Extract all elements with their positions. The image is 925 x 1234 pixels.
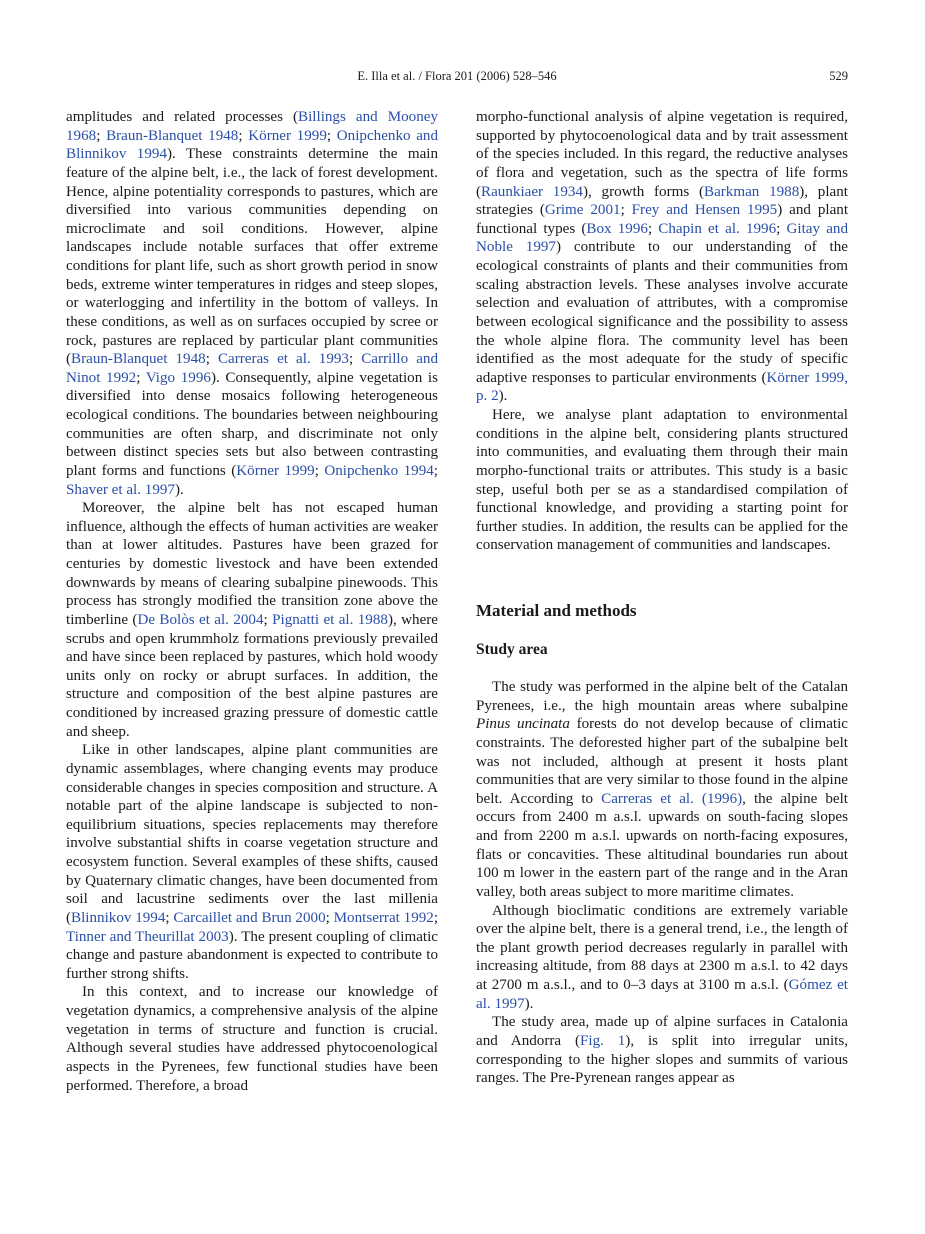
citation-link[interactable]: De Bolòs et al. 2004	[137, 611, 264, 628]
paragraph: In this context, and to increase our knowledge of vegetation dynamics, a comprehensive analysis of the alpine vegetation in terms of structure and function is crucial. Although several studies have addressed phytocoenological aspects in the Pyrenees, few functional studies have been performed. Therefore, a broad	[66, 984, 438, 1094]
citation-link[interactable]: Carreras et al. (1996)	[601, 790, 743, 807]
citation-link[interactable]: Grime 2001	[544, 202, 621, 219]
citation-link[interactable]: Braun-Blanquet 1948	[71, 351, 206, 368]
citation-link[interactable]: Gómez et al. 1997	[476, 977, 848, 1012]
figure-link[interactable]: Fig. 1	[579, 1032, 626, 1049]
citation-link[interactable]: Raunkiaer 1934	[481, 183, 583, 200]
right-column	[476, 108, 848, 1088]
citation-link[interactable]: Onipchenko and Blinnikov 1994	[66, 127, 439, 163]
citation-link[interactable]: Box 1996	[586, 220, 648, 237]
citation-link[interactable]: Onipchenko 1994	[324, 462, 434, 479]
paragraph: Here, we analyse plant adaptation to environmental conditions in the alpine belt, considering plants structured into communities, and evaluating them through their main morpho-functional traits or attributes. This study is a basic step, useful both per se as a standardised compilation of functional knowledge, and providing a starting point for further studies. In addition, the results can be applied for the conservation management of communities and landscapes.	[476, 407, 848, 554]
running-title: E. Illa et al. / Flora 201 (2006) 528–546	[357, 69, 557, 83]
citation-link[interactable]: Pignatti et al. 1988	[272, 611, 388, 628]
paragraph: The study area, made up of alpine surfaces in Catalonia and Andorra (Fig. 1), is split into irregular units, corresponding to the higher slopes and summits of various ranges. The Pre-Pyrenean ranges appear as	[476, 1014, 848, 1087]
subsection-heading: Study area	[476, 641, 548, 658]
section-heading: Material and methods	[476, 601, 637, 620]
citation-link[interactable]: Vigo 1996	[145, 369, 211, 386]
citation-link[interactable]: Chapin et al. 1996	[658, 220, 777, 237]
left-column	[66, 108, 438, 1095]
citation-link[interactable]: Blinnikov 1994	[71, 909, 166, 926]
running-header	[66, 69, 848, 89]
section-spacer	[476, 660, 848, 678]
citation-link[interactable]: Körner 1999, p. 2	[476, 369, 848, 405]
citation-link[interactable]: Gitay and Noble 1997	[476, 220, 848, 256]
section-spacer	[476, 621, 848, 640]
citation-link[interactable]: Shaver et al. 1997	[66, 481, 175, 498]
citation-link[interactable]: Tinner and Theurillat 2003	[66, 928, 229, 945]
citation-link[interactable]: Körner 1999	[236, 462, 315, 479]
citation-link[interactable]: Montserrat 1992	[333, 909, 434, 926]
citation-link[interactable]: Frey and Hensen 1995	[631, 202, 778, 219]
citation-link[interactable]: Braun-Blanquet 1948	[106, 127, 239, 144]
paragraph: Moreover, the alpine belt has not escaped human influence, although the effects of human activities are weaker than at lower altitudes. Pastures have been grazed for centuries by domestic livestock and have been extended downwards by means of clearing subalpine pinewoods. This process has strongly modified the transition zone above the timberline (De Bolòs et al. 2004; Pignatti et al. 1988), where scrubs and open krummholz formations previously prevailed and have since been replaced by pastures, which hold woody units only on rocky or abrupt surfaces. In addition, the structure and composition of the best alpine pastures are conditioned by increased grazing pressure of domestic cattle and sheep.	[66, 500, 439, 740]
section-spacer	[476, 555, 848, 601]
citation-link[interactable]: Barkman 1988	[704, 183, 800, 200]
citation-link[interactable]: Körner 1999	[248, 127, 327, 144]
paragraph: The study was performed in the alpine belt of the Catalan Pyrenees, i.e., the high mountain areas where subalpine Pinus uncinata forests do not develop because of climatic constraints. The deforested higher part of the subalpine belt was not included, although at present it hosts plant communities that are very similar to those found in the alpine belt. According to Carreras et al. (1996), the alpine belt occurs from 2400 m a.s.l. upwards on south-facing slopes and from 2200 m a.s.l. upwards on north-facing exposures, flats or concavities. These altitudinal boundaries run about 100 m lower in the eastern part of the range and in the Aran valley, both areas subject to more maritime climates.	[476, 679, 849, 900]
species-name: Pinus uncinata	[476, 716, 570, 733]
paragraph: amplitudes and related processes (Billings and Mooney 1968; Braun-Blanquet 1948; Körner 1999; Onipchenko and Blinnikov 1994). These constraints determine the main feature of the alpine belt, i.e., the lack of forest development. Hence, alpine potentiality corresponds to pastures, which are diversified into various communities depending on microclimate and soil conditions. However, alpine landscapes include notable surfaces that offer extreme conditions for plant life, such as short growth period in snow beds, extreme winter temperatures in ridges and steep slopes, or waterlogging and infertility in the bottom of valleys. In these conditions, as well as on surfaces occupied by scree or rock, pastures are replaced by particular plant communities (Braun-Blanquet 1948; Carreras et al. 1993; Carrillo and Ninot 1992; Vigo 1996). Consequently, alpine vegetation is diversified into dense mosaics following heterogeneous ecological conditions. The boundaries between neighbouring communities are often sharp, and discriminate not only between distinct species sets but also between contrasting plant forms and functions (Körner 1999; Onipchenko 1994; Shaver et al. 1997).	[66, 109, 439, 498]
citation-link[interactable]: Billings and Mooney 1968	[66, 109, 438, 144]
citation-link[interactable]: Carcaillet and Brun 2000	[173, 909, 326, 926]
page-number: 529	[829, 69, 848, 83]
paragraph: morpho-functional analysis of alpine vegetation is required, supported by phytocoenological data and by trait assessment of the species included. In this regard, the reductive analyses of flora and vegetation, such as the spectra of life forms (Raunkiaer 1934), growth forms (Barkman 1988), plant strategies (Grime 2001; Frey and Hensen 1995) and plant functional types (Box 1996; Chapin et al. 1996; Gitay and Noble 1997) contribute to our understanding of the ecological constraints of plants and their communities from scaling abstraction levels. These analyses involve accurate selection and evaluation of attributes, with a compromise between ecological significance and the possibility to assess the whole alpine flora. The community level has been identified as the most adequate for the study of specific adaptive responses to particular environments (Körner 1999, p. 2).	[476, 109, 849, 405]
citation-link[interactable]: Carrillo and Ninot 1992	[66, 351, 439, 386]
paragraph: Like in other landscapes, alpine plant communities are dynamic assemblages, where changing events may produce considerable changes in species composition and structure. A notable part of the alpine landscape is subjected to non-equilibrium situations, species replacements may therefore involve substantial shifts in coarse vegetation structure and ecosystem function. Several examples of these shifts, caused by Quaternary climatic changes, have been documented from soil and lacustrine sediments over the last millenia (Blinnikov 1994; Carcaillet and Brun 2000; Montserrat 1992; Tinner and Theurillat 2003). The present coupling of climatic change and pasture abandonment is expected to contribute to further strong shifts.	[66, 742, 439, 982]
citation-link[interactable]: Carreras et al. 1993	[217, 351, 349, 368]
paragraph: Although bioclimatic conditions are extremely variable over the alpine belt, there is a general trend, i.e., the length of the plant growth period decreases regularly in parallel with increasing altitude, from 88 days at 2300 m a.s.l. to 42 days at 2700 m a.s.l., and to 0–3 days at 3100 m a.s.l. (Gómez et al. 1997).	[476, 902, 848, 1012]
